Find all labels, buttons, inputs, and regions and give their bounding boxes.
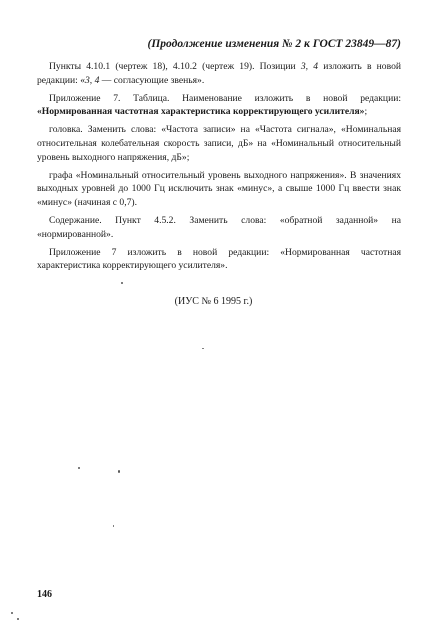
scan-speck [118,470,120,473]
paragraph-3: головка. Заменить слова: «Частота записи» на «Частота сигнала», «Номинальная относительная колебательная скорость записи, дБ» на «Номинальный относительный уровень выходного напряжения, дБ»; [37,124,401,163]
paragraph-2-bold-title: «Нормированная частотная характеристика корректирующего усилителя» [37,106,365,118]
ius-reference: (ИУС № 6 1995 г.) [174,296,253,307]
paragraph-1-text-c: — согласующие звенья». [99,74,205,86]
scan-speck [113,525,114,527]
page-header: (Продолжение изменения № 2 к ГОСТ 23849—87) [147,38,401,50]
scan-speck [202,348,204,349]
scan-speck [11,612,13,614]
paragraph-1-italic-b: 3, 4 [85,74,100,86]
paragraph-2-end: ; [364,106,368,118]
paragraph-1-italic-a: 3, 4 [300,61,319,72]
amendment-body [37,60,401,277]
paragraph-1-text-a: Пункты 4.10.1 (чертеж 18), 4.10.2 (чертеж 19). Позиции [49,61,301,72]
paragraph-2-text: Приложение 7. Таблица. Наименование изложить в новой редакции: [49,92,401,104]
paragraph-2 [37,92,401,119]
scan-speck [78,467,80,469]
paragraph-6: Приложение 7 изложить в новой редакции: «Нормированная частотная характеристика корректирующего усилителя». [37,246,401,272]
scan-speck [121,282,123,284]
page-number: 146 [37,589,52,600]
paragraph-4: графа «Номинальный относительный уровень выходного напряжения». В значениях выходных уровней до 1000 Гц исключить знак «минус», а свыше 1000 Гц ввести знак «минус» (начиная с 0,7). [37,169,401,208]
paragraph-1-text-b: изложить в новой редакции: « [37,61,402,86]
paragraph-1 [37,60,401,87]
paragraph-5: Содержание. Пункт 4.5.2. Заменить слова: «обратной заданной» на «нормированной». [37,214,401,240]
scan-speck [17,618,19,620]
